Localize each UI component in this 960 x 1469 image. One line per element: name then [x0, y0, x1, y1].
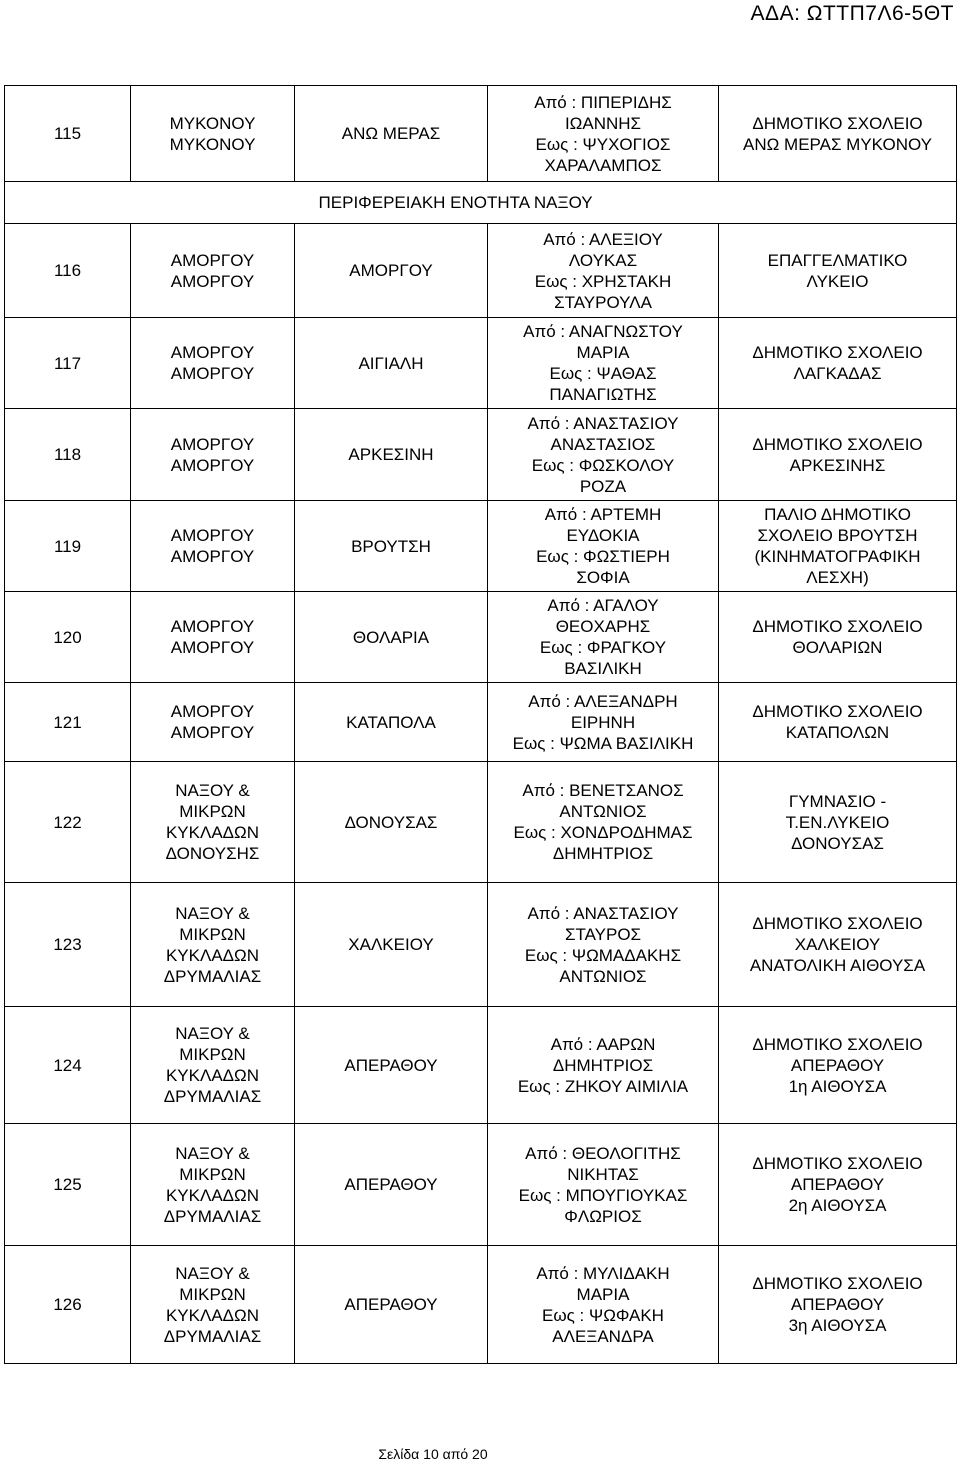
station-number: 126 [5, 1246, 131, 1364]
district-cell: ΝΑΞΟΥ & ΜΙΚΡΩΝ ΚΥΚΛΑΔΩΝ ΔΡΥΜΑΛΙΑΣ [131, 1007, 295, 1124]
district-cell: ΑΜΟΡΓΟΥ ΑΜΟΡΓΟΥ [131, 318, 295, 409]
range-cell: Από : ΘΕΟΛΟΓΙΤΗΣ ΝΙΚΗΤΑΣ Εως : ΜΠΟΥΓΙΟΥΚΑΣ ΦΛΩΡΙΟΣ [488, 1124, 719, 1246]
station-number: 121 [5, 683, 131, 762]
location-cell: ΔΗΜΟΤΙΚΟ ΣΧΟΛΕΙΟ ΛΑΓΚΑΔΑΣ [719, 318, 957, 409]
region-label: ΠΕΡΙΦΕΡΕΙΑΚΗ ΕΝΟΤΗΤΑ ΝΑΞΟΥ [131, 182, 957, 224]
table-row [5, 318, 957, 409]
area-cell: ΚΑΤΑΠΟΛΑ [295, 683, 488, 762]
area-cell: ΑΝΩ ΜΕΡΑΣ [295, 86, 488, 182]
table-row [5, 592, 957, 683]
table-row [5, 883, 957, 1007]
station-number: 117 [5, 318, 131, 409]
district-cell: ΑΜΟΡΓΟΥ ΑΜΟΡΓΟΥ [131, 409, 295, 501]
area-cell: ΧΑΛΚΕΙΟΥ [295, 883, 488, 1007]
table-row [5, 409, 957, 501]
location-cell: ΔΗΜΟΤΙΚΟ ΣΧΟΛΕΙΟ ΑΝΩ ΜΕΡΑΣ ΜΥΚΟΝΟΥ [719, 86, 957, 182]
table-row [5, 86, 957, 182]
area-cell: ΑΙΓΙΑΛΗ [295, 318, 488, 409]
district-cell: ΝΑΞΟΥ & ΜΙΚΡΩΝ ΚΥΚΛΑΔΩΝ ΔΟΝΟΥΣΗΣ [131, 762, 295, 883]
ada-code: ΑΔΑ: ΩΤΤΠ7Λ6-5ΘΤ [750, 2, 954, 25]
table-row [5, 1007, 957, 1124]
station-number: 119 [5, 501, 131, 592]
district-cell: ΑΜΟΡΓΟΥ ΑΜΟΡΓΟΥ [131, 592, 295, 683]
range-cell: Από : ΑΑΡΩΝ ΔΗΜΗΤΡΙΟΣ Εως : ΖΗΚΟΥ ΑΙΜΙΛΙΑ [488, 1007, 719, 1124]
district-cell: ΝΑΞΟΥ & ΜΙΚΡΩΝ ΚΥΚΛΑΔΩΝ ΔΡΥΜΑΛΙΑΣ [131, 883, 295, 1007]
range-cell: Από : ΑΝΑΣΤΑΣΙΟΥ ΑΝΑΣΤΑΣΙΟΣ Εως : ΦΩΣΚΟΛΟΥ ΡΟΖΑ [488, 409, 719, 501]
table-row [5, 683, 957, 762]
table-row [5, 1124, 957, 1246]
range-cell: Από : ΑΛΕΞΑΝΔΡΗ ΕΙΡΗΝΗ Εως : ΨΩΜΑ ΒΑΣΙΛΙΚΗ [488, 683, 719, 762]
location-cell: ΔΗΜΟΤΙΚΟ ΣΧΟΛΕΙΟ ΑΠΕΡΑΘΟΥ 3η ΑΙΘΟΥΣΑ [719, 1246, 957, 1364]
range-cell: Από : ΑΝΑΣΤΑΣΙΟΥ ΣΤΑΥΡΟΣ Εως : ΨΩΜΑΔΑΚΗΣ ΑΝΤΩΝΙΟΣ [488, 883, 719, 1007]
area-cell: ΑΠΕΡΑΘΟΥ [295, 1007, 488, 1124]
district-cell: ΑΜΟΡΓΟΥ ΑΜΟΡΓΟΥ [131, 501, 295, 592]
table-row [5, 762, 957, 883]
location-cell: ΔΗΜΟΤΙΚΟ ΣΧΟΛΕΙΟ ΑΠΕΡΑΘΟΥ 2η ΑΙΘΟΥΣΑ [719, 1124, 957, 1246]
location-cell: ΔΗΜΟΤΙΚΟ ΣΧΟΛΕΙΟ ΑΡΚΕΣΙΝΗΣ [719, 409, 957, 501]
station-number: 120 [5, 592, 131, 683]
area-cell: ΑΠΕΡΑΘΟΥ [295, 1246, 488, 1364]
station-number: 118 [5, 409, 131, 501]
table-row [5, 1246, 957, 1364]
table-row [5, 224, 957, 318]
page-number: Σελίδα 10 από 20 [378, 1446, 488, 1462]
table-row [5, 501, 957, 592]
polling-stations-table [4, 85, 957, 1364]
area-cell: ΘΟΛΑΡΙΑ [295, 592, 488, 683]
area-cell: ΑΠΕΡΑΘΟΥ [295, 1124, 488, 1246]
station-number: 115 [5, 86, 131, 182]
station-number: 125 [5, 1124, 131, 1246]
district-cell: ΝΑΞΟΥ & ΜΙΚΡΩΝ ΚΥΚΛΑΔΩΝ ΔΡΥΜΑΛΙΑΣ [131, 1246, 295, 1364]
area-cell: ΑΜΟΡΓΟΥ [295, 224, 488, 318]
district-cell: ΝΑΞΟΥ & ΜΙΚΡΩΝ ΚΥΚΛΑΔΩΝ ΔΡΥΜΑΛΙΑΣ [131, 1124, 295, 1246]
range-cell: Από : ΜΥΛΙΔΑΚΗ ΜΑΡΙΑ Εως : ΨΩΦΑΚΗ ΑΛΕΞΑΝΔΡΑ [488, 1246, 719, 1364]
district-cell: ΑΜΟΡΓΟΥ ΑΜΟΡΓΟΥ [131, 224, 295, 318]
station-number: 123 [5, 883, 131, 1007]
range-cell: Από : ΑΝΑΓΝΩΣΤΟΥ ΜΑΡΙΑ Εως : ΨΑΘΑΣ ΠΑΝΑΓΙΩΤΗΣ [488, 318, 719, 409]
location-cell: ΓΥΜΝΑΣΙΟ - Τ.ΕΝ.ΛΥΚΕΙΟ ΔΟΝΟΥΣΑΣ [719, 762, 957, 883]
range-cell: Από : ΑΓΑΛΟΥ ΘΕΟΧΑΡΗΣ Εως : ΦΡΑΓΚΟΥ ΒΑΣΙΛΙΚΗ [488, 592, 719, 683]
range-cell: Από : ΒΕΝΕΤΣΑΝΟΣ ΑΝΤΩΝΙΟΣ Εως : ΧΟΝΔΡΟΔΗΜΑΣ ΔΗΜΗΤΡΙΟΣ [488, 762, 719, 883]
district-cell: ΑΜΟΡΓΟΥ ΑΜΟΡΓΟΥ [131, 683, 295, 762]
area-cell: ΑΡΚΕΣΙΝΗ [295, 409, 488, 501]
district-cell: ΜΥΚΟΝΟΥ ΜΥΚΟΝΟΥ [131, 86, 295, 182]
location-cell: ΔΗΜΟΤΙΚΟ ΣΧΟΛΕΙΟ ΧΑΛΚΕΙΟΥ ΑΝΑΤΟΛΙΚΗ ΑΙΘΟΥΣΑ [719, 883, 957, 1007]
range-cell: Από : ΑΛΕΞΙΟΥ ΛΟΥΚΑΣ Εως : ΧΡΗΣΤΑΚΗ ΣΤΑΥΡΟΥΛΑ [488, 224, 719, 318]
location-cell: ΕΠΑΓΓΕΛΜΑΤΙΚΟ ΛΥΚΕΙΟ [719, 224, 957, 318]
location-cell: ΠΑΛΙΟ ΔΗΜΟΤΙΚΟ ΣΧΟΛΕΙΟ ΒΡΟΥΤΣΗ (ΚΙΝΗΜΑΤΟΓΡΑΦΙΚΗ ΛΕΣΧΗ) [719, 501, 957, 592]
area-cell: ΒΡΟΥΤΣΗ [295, 501, 488, 592]
location-cell: ΔΗΜΟΤΙΚΟ ΣΧΟΛΕΙΟ ΚΑΤΑΠΟΛΩΝ [719, 683, 957, 762]
station-number: 124 [5, 1007, 131, 1124]
area-cell: ΔΟΝΟΥΣΑΣ [295, 762, 488, 883]
location-cell: ΔΗΜΟΤΙΚΟ ΣΧΟΛΕΙΟ ΘΟΛΑΡΙΩΝ [719, 592, 957, 683]
location-cell: ΔΗΜΟΤΙΚΟ ΣΧΟΛΕΙΟ ΑΠΕΡΑΘΟΥ 1η ΑΙΘΟΥΣΑ [719, 1007, 957, 1124]
range-cell: Από : ΑΡΤΕΜΗ ΕΥΔΟΚΙΑ Εως : ΦΩΣΤΙΕΡΗ ΣΟΦΙΑ [488, 501, 719, 592]
station-number: 116 [5, 224, 131, 318]
region-row [5, 182, 957, 224]
station-number: 122 [5, 762, 131, 883]
range-cell: Από : ΠΙΠΕΡΙΔΗΣ ΙΩΑΝΝΗΣ Εως : ΨΥΧΟΓΙΟΣ ΧΑΡΑΛΑΜΠΟΣ [488, 86, 719, 182]
